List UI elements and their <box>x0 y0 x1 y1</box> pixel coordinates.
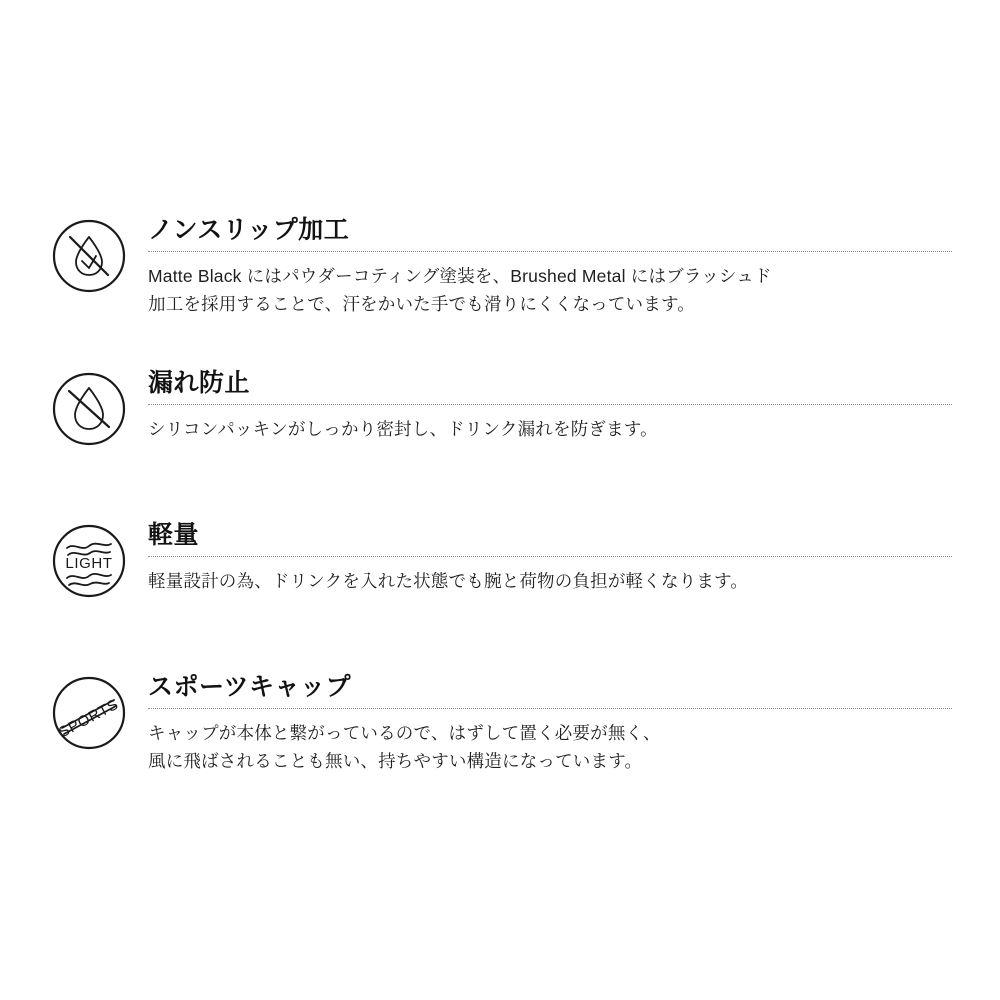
divider <box>148 708 952 709</box>
feature-description <box>148 262 952 319</box>
divider <box>148 556 952 557</box>
feature-text-block <box>148 520 952 595</box>
feature-text-block <box>148 672 952 775</box>
divider <box>148 404 952 405</box>
feature-title: 漏れ防止 <box>148 369 251 397</box>
feature-text-block <box>148 368 952 443</box>
lightweight-icon-label: LIGHT <box>65 555 113 572</box>
sports-cap-icon-label: SPORTS <box>56 695 122 742</box>
feature-item-non-slip <box>0 215 1000 318</box>
feature-description-line: 加工を採用することで、汗をかいた手でも滑りにくくなっています。 <box>148 293 695 314</box>
feature-item-leak-proof <box>0 368 1000 450</box>
feature-description-line: Matte Black にはパウダーコティング塗装を、Brushed Metal にはブラッシュド <box>148 265 772 286</box>
feature-title: ノンスリップ加工 <box>148 216 350 244</box>
divider <box>148 251 952 252</box>
non-slip-icon <box>48 215 130 297</box>
feature-description-line: キャップが本体と繋がっているので、はずして置く必要が無く、 <box>148 722 661 743</box>
feature-description <box>148 415 952 443</box>
feature-description <box>148 719 952 776</box>
feature-description-line: シリコンパッキンがしっかり密封し、ドリンク漏れを防ぎます。 <box>148 418 658 439</box>
feature-description <box>148 567 952 595</box>
feature-title: 軽量 <box>148 521 200 549</box>
feature-text-block <box>148 215 952 318</box>
feature-item-sports-cap <box>0 672 1000 775</box>
feature-item-lightweight <box>0 520 1000 602</box>
feature-description-line: 風に飛ばされることも無い、持ちやすい構造になっています。 <box>148 750 643 771</box>
feature-description-line: 軽量設計の為、ドリンクを入れた状態でも腕と荷物の負担が軽くなります。 <box>148 570 749 591</box>
feature-title: スポーツキャップ <box>148 673 352 701</box>
lightweight-icon <box>48 520 130 602</box>
sports-cap-icon <box>48 672 130 754</box>
leak-proof-icon <box>48 368 130 450</box>
